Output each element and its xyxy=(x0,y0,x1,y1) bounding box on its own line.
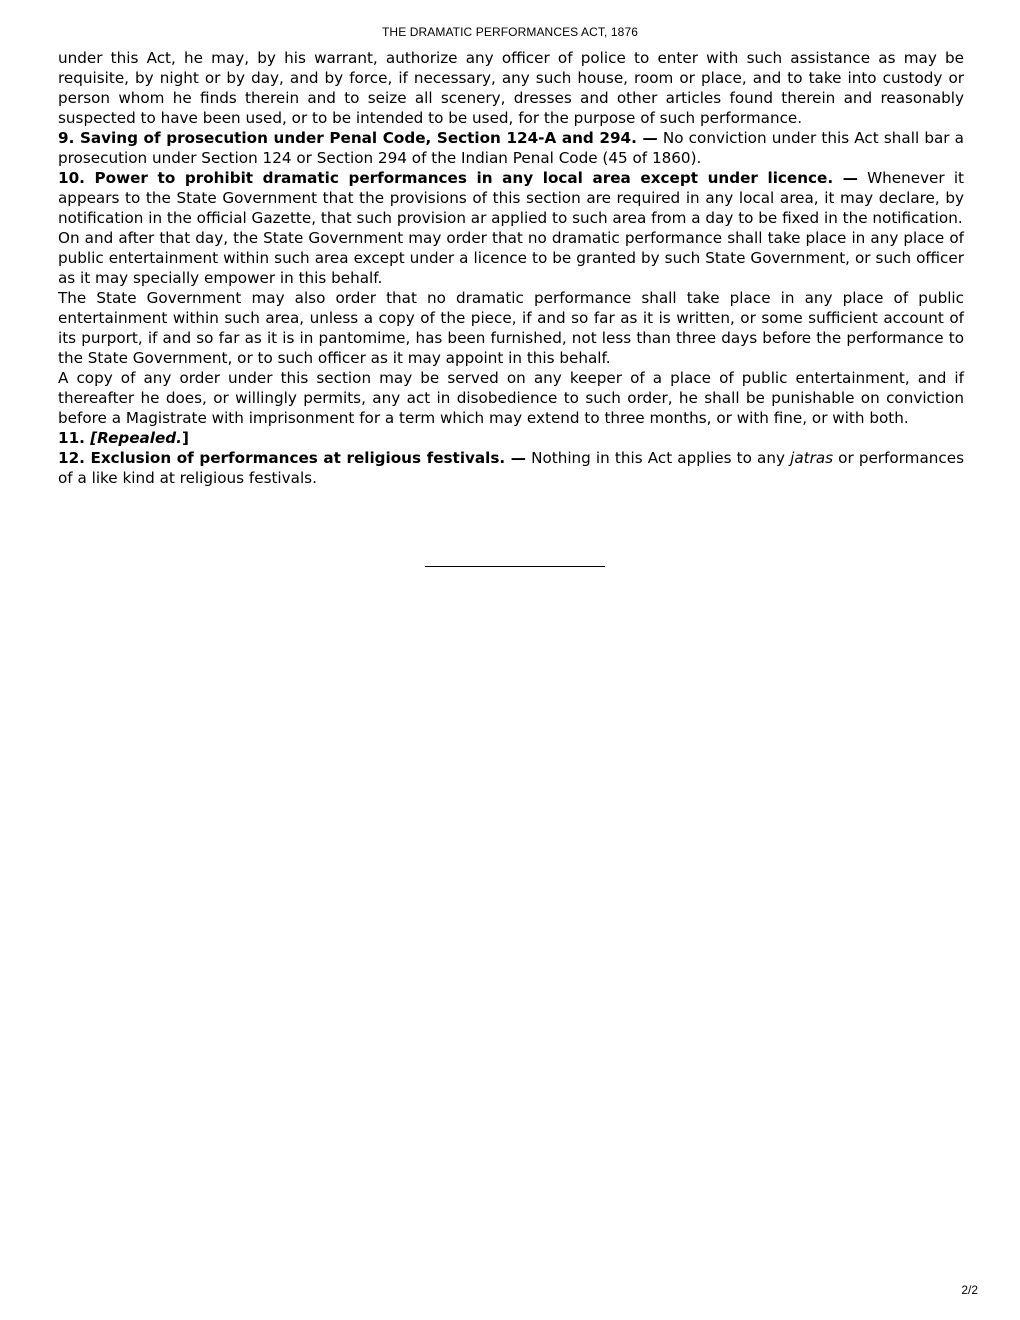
section-12 xyxy=(58,448,964,488)
section-9 xyxy=(58,128,964,168)
section-10-text: Whenever it appears to the State Government that the provisions of this section are required in any local area, it may declare, by notification in the official Gazette, that such provision ar applied to such area from a day to be fixed in the notification. xyxy=(58,169,964,227)
section-10-paragraph-2: On and after that day, the State Government may order that no dramatic performance shall take place in any place of public entertainment within such area except under a licence to be granted by such State Government, or such officer as it may specially empower in this behalf. xyxy=(58,229,964,287)
section-9-text: No conviction under this Act shall bar a prosecution under Section 124 or Section 294 of the Indian Penal Code (45 of 1860). xyxy=(58,129,964,167)
section-12-text-before: Nothing in this Act applies to any xyxy=(525,449,791,467)
end-divider-rule xyxy=(425,566,605,567)
section-11-repealed: [Repealed. xyxy=(90,429,182,447)
section-12-italic-term: jatras xyxy=(790,449,834,467)
running-header: THE DRAMATIC PERFORMANCES ACT, 1876 xyxy=(382,25,638,39)
continuation-paragraph: under this Act, he may, by his warrant, authorize any officer of police to enter with such assistance as may be requisite, by night or by day, and by force, if necessary, any such house, room or place, and to take into custody or person whom he finds therein and to seize all scenery, dresses and other articles found therein and reasonably suspected to have been used, or to be intended to be used, for the purpose of such performance. xyxy=(58,49,964,127)
section-11 xyxy=(58,428,964,448)
section-11-close-bracket: ] xyxy=(181,429,189,447)
section-11-number: 11. xyxy=(58,429,91,447)
section-10-heading: 10. Power to prohibit dramatic performances in any local area except under licence. — xyxy=(58,169,858,187)
section-12-heading: 12. Exclusion of performances at religious festivals. — xyxy=(58,449,526,467)
document-body xyxy=(58,48,964,488)
section-10 xyxy=(58,168,964,228)
section-12-text-after: or performances of a like kind at religious festivals. xyxy=(58,449,965,487)
section-10-paragraph-4: A copy of any order under this section may be served on any keeper of a place of public entertainment, and if thereafter he does, or willingly permits, any act in disobedience to such order, he shall be punishable on conviction before a Magistrate with imprisonment for a term which may extend to three months, or with fine, or with both. xyxy=(58,369,964,427)
section-10-paragraph-3: The State Government may also order that no dramatic performance shall take place in any place of public entertainment within such area, unless a copy of the piece, if and so far as it is written, or some sufficient account of its purport, if and so far as it is in pantomime, has been furnished, not less than three days before the performance to the State Government, or to such officer as it may appoint in this behalf. xyxy=(58,289,964,367)
page-number: 2/2 xyxy=(961,1283,978,1297)
section-9-heading: 9. Saving of prosecution under Penal Code, Section 124-A and 294. — xyxy=(58,129,658,147)
